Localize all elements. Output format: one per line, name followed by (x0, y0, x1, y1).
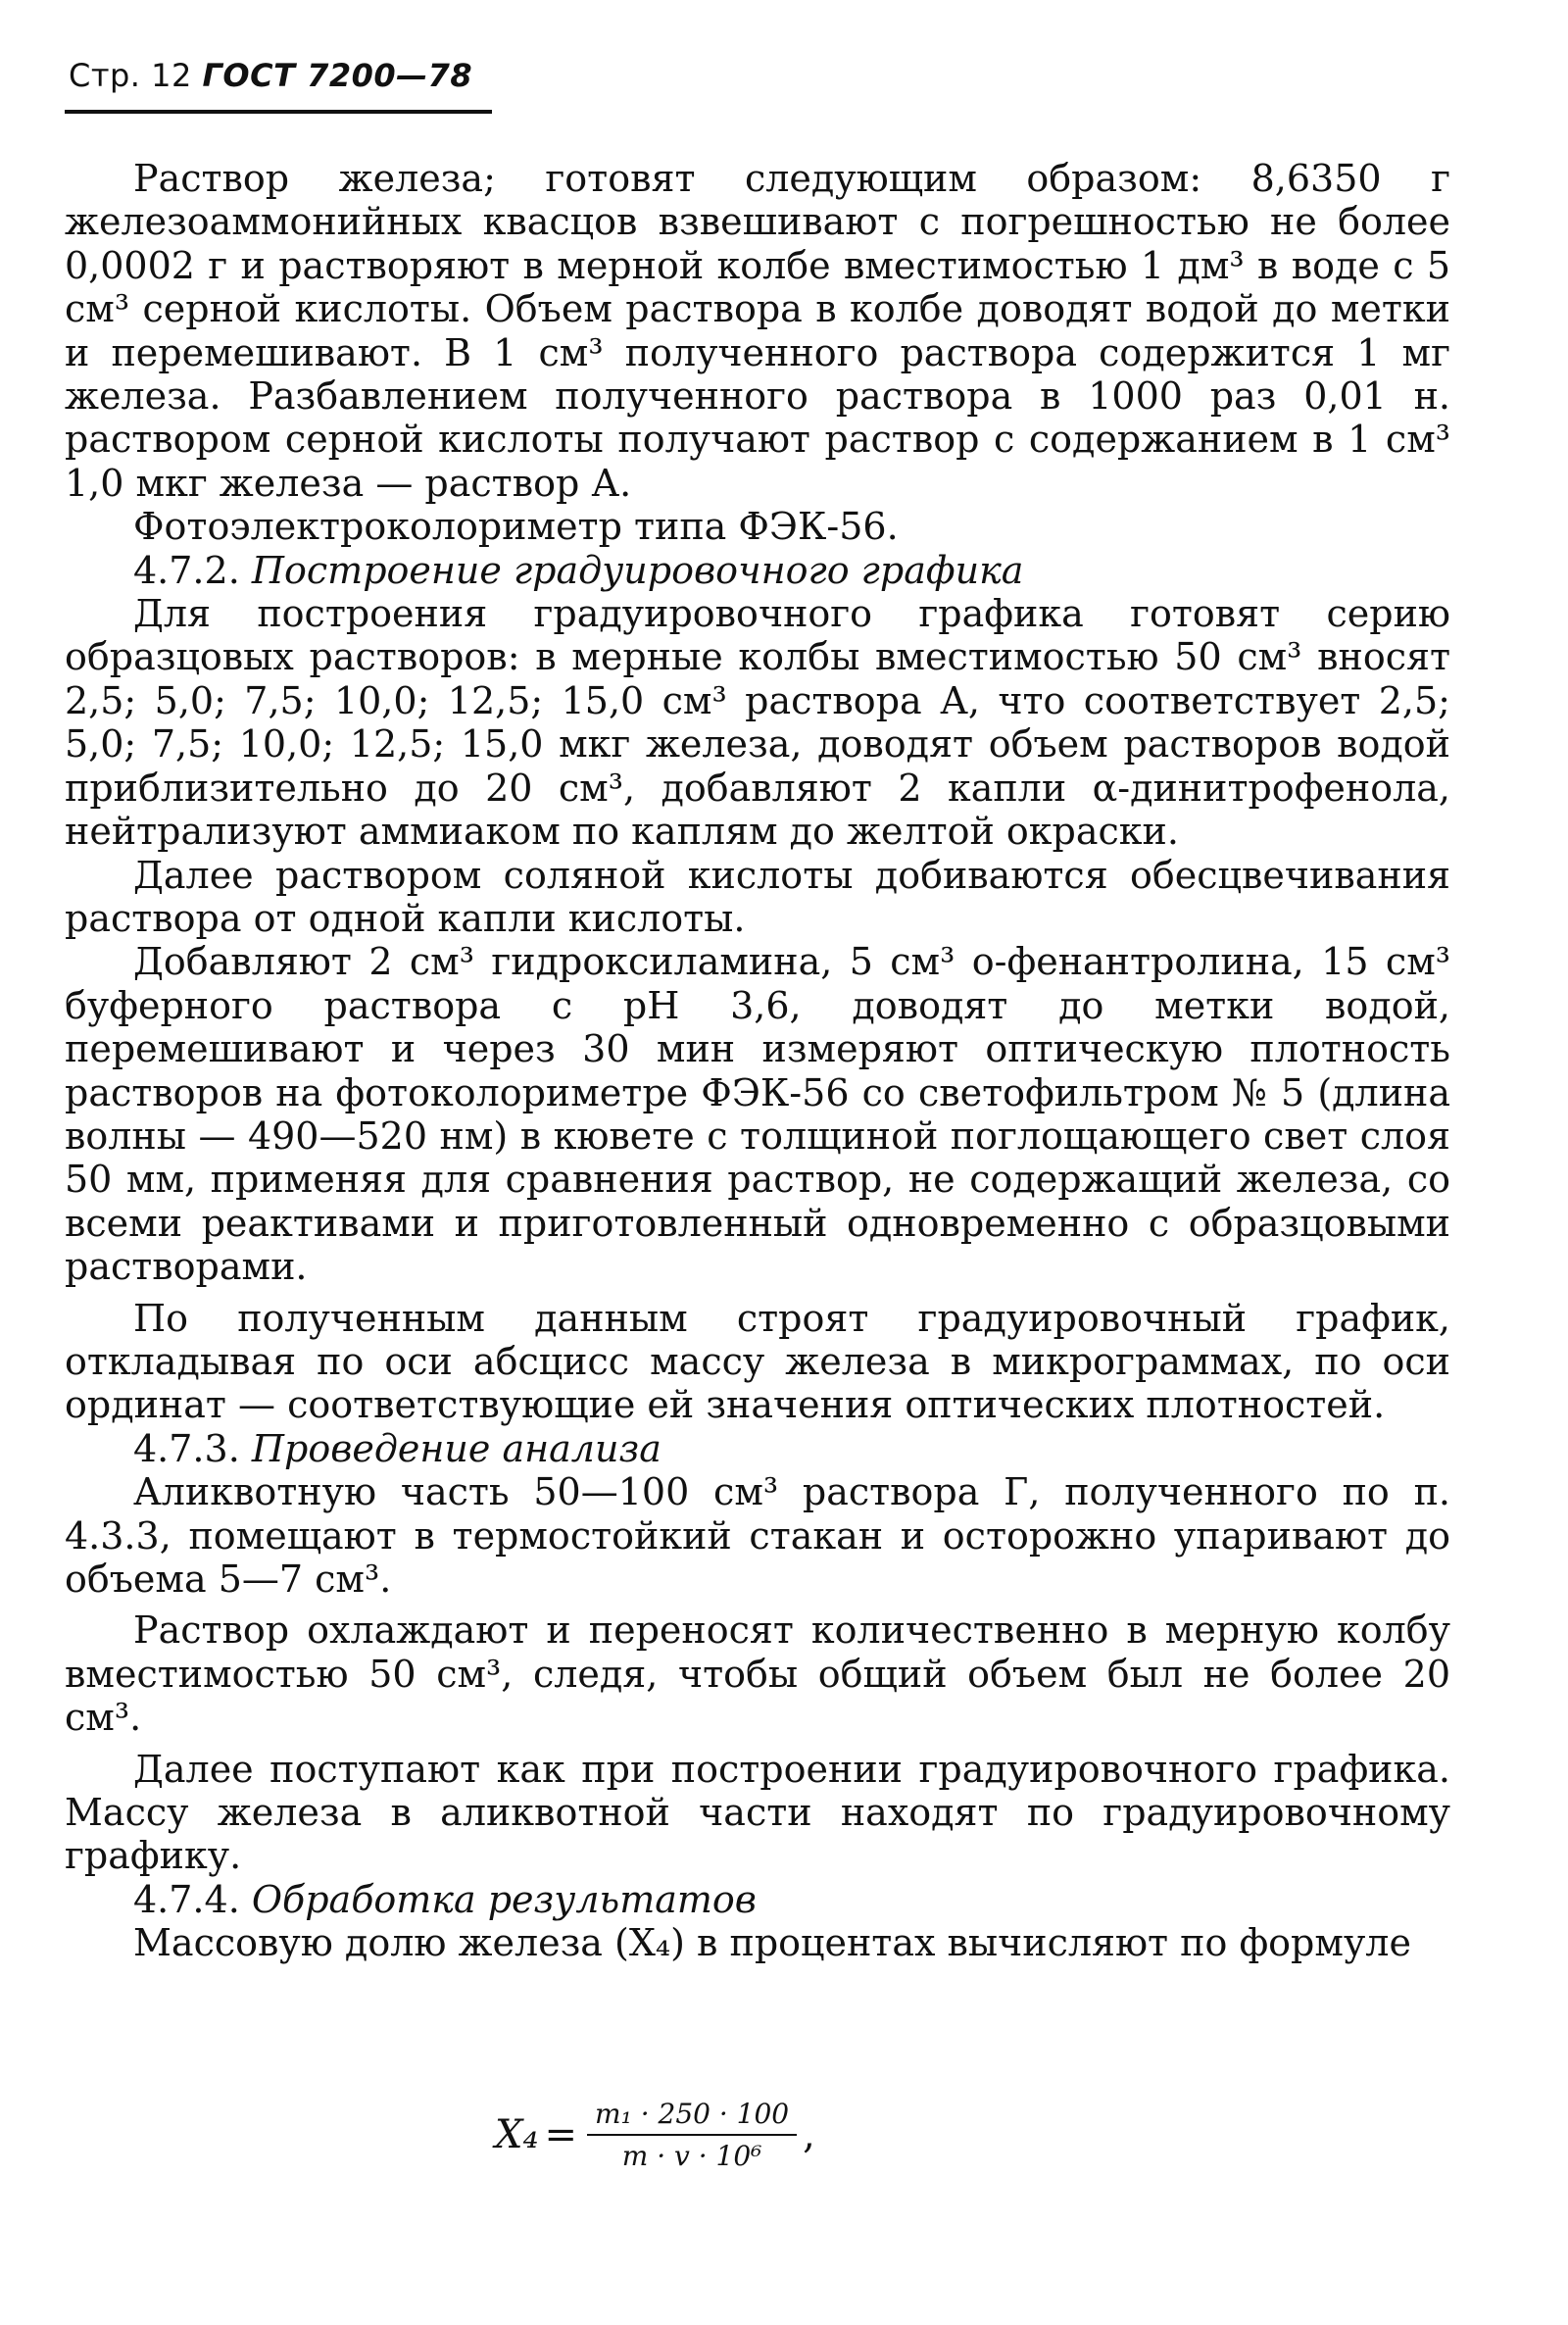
section-number: 4.7.3. (133, 1426, 240, 1470)
iron-fraction-formula (495, 2098, 815, 2172)
paragraph: Раствор охлаждают и переносят количественно в мерную колбу вместимостью 50 см³, следя, чтобы общий объем был не более 20 см³. (65, 1608, 1450, 1740)
section-title: Проведение анализа (251, 1426, 662, 1470)
formula-lhs: X₄ (495, 2112, 539, 2157)
formula-comma: , (803, 2112, 815, 2157)
standard-number: ГОСТ 7200—78 (202, 57, 473, 94)
section-heading (65, 1878, 1450, 1921)
formula-equals: = (544, 2112, 578, 2157)
paragraph: Фотоэлектроколориметр типа ФЭК-56. (133, 505, 899, 549)
section-heading (65, 1427, 1450, 1470)
section-heading (65, 549, 1450, 592)
paragraph: Аликвотную часть 50—100 см³ раствора Г, полученного по п. 4.3.3, помещают в термостойкий стакан и осторожно упаривают до объема 5—7 см³. (65, 1470, 1450, 1601)
section-number: 4.7.2. (133, 548, 240, 592)
page-header (69, 57, 472, 94)
formula-denominator: m · v · 10⁶ (621, 2140, 762, 2172)
paragraph: Массовую долю железа (X₄) в процентах вычисляют по формуле (133, 1921, 1411, 1965)
section-title: Обработка результатов (251, 1877, 757, 1921)
section-title: Построение градуировочного графика (251, 548, 1024, 592)
section-number: 4.7.4. (133, 1877, 240, 1921)
paragraph: Далее раствором соляной кислоты добиваются обесцвечивания раствора от одной капли кислоты. (65, 853, 1450, 940)
page-label: Стр. 12 (69, 57, 192, 94)
paragraph: По полученным данным строят градуировочный график, откладывая по оси абсцисс массу железа в микрограммах, по оси ординат — соответствующие ей значения оптических плотностей. (65, 1296, 1450, 1427)
paragraph: Для построения градуировочного графика готовят серию образцовых растворов: в мерные колбы вместимостью 50 см³ вносят 2,5; 5,0; 7,5; 10,0; 12,5; 15,0 см³ раствора А, что соответствует 2,5; 5,0; 7,5; 10,0; 12,5; 15,0 мкг железа, доводят объем растворов водой приблизительно до 20 см³, добавляют 2 капли α-динитрофенола, нейтрализуют аммиаком по каплям до желтой окраски. (65, 592, 1450, 854)
paragraph: Раствор железа; готовят следующим образом: 8,6350 г железоаммонийных квасцов взвешивают с погрешностью не более 0,0002 г и растворяют в мерной колбе вместимостью 1 дм³ в воде с 5 см³ серной кислоты. Объем раствора в колбе доводят водой до метки и перемешивают. В 1 см³ полученного раствора содержится 1 мг железа. Разбавлением полученного раствора в 1000 раз 0,01 н. раствором серной кислоты получают раствор с содержанием в 1 см³ 1,0 мкг железа — раствор А. (65, 157, 1450, 505)
body-text (65, 157, 1450, 1965)
paragraph: Добавляют 2 см³ гидроксиламина, 5 см³ о-фенантролина, 15 см³ буферного раствора с рН 3,6, доводят до метки водой, перемешивают и через 30 мин измеряют оптическую плотность растворов на фотоколориметре ФЭК-56 со светофильтром № 5 (длина волны — 490—520 нм) в кювете с толщиной поглощающего свет слоя 50 мм, применяя для сравнения раствор, не содержащий железа, со всеми реактивами и приготовленный одновременно с образцовыми растворами. (65, 940, 1450, 1289)
formula-fraction (587, 2098, 797, 2172)
header-rule (65, 110, 492, 114)
paragraph: Далее поступают как при построении градуировочного графика. Массу железа в аликвотной части находят по градуировочному графику. (65, 1747, 1450, 1878)
formula-numerator: m₁ · 250 · 100 (587, 2098, 797, 2136)
